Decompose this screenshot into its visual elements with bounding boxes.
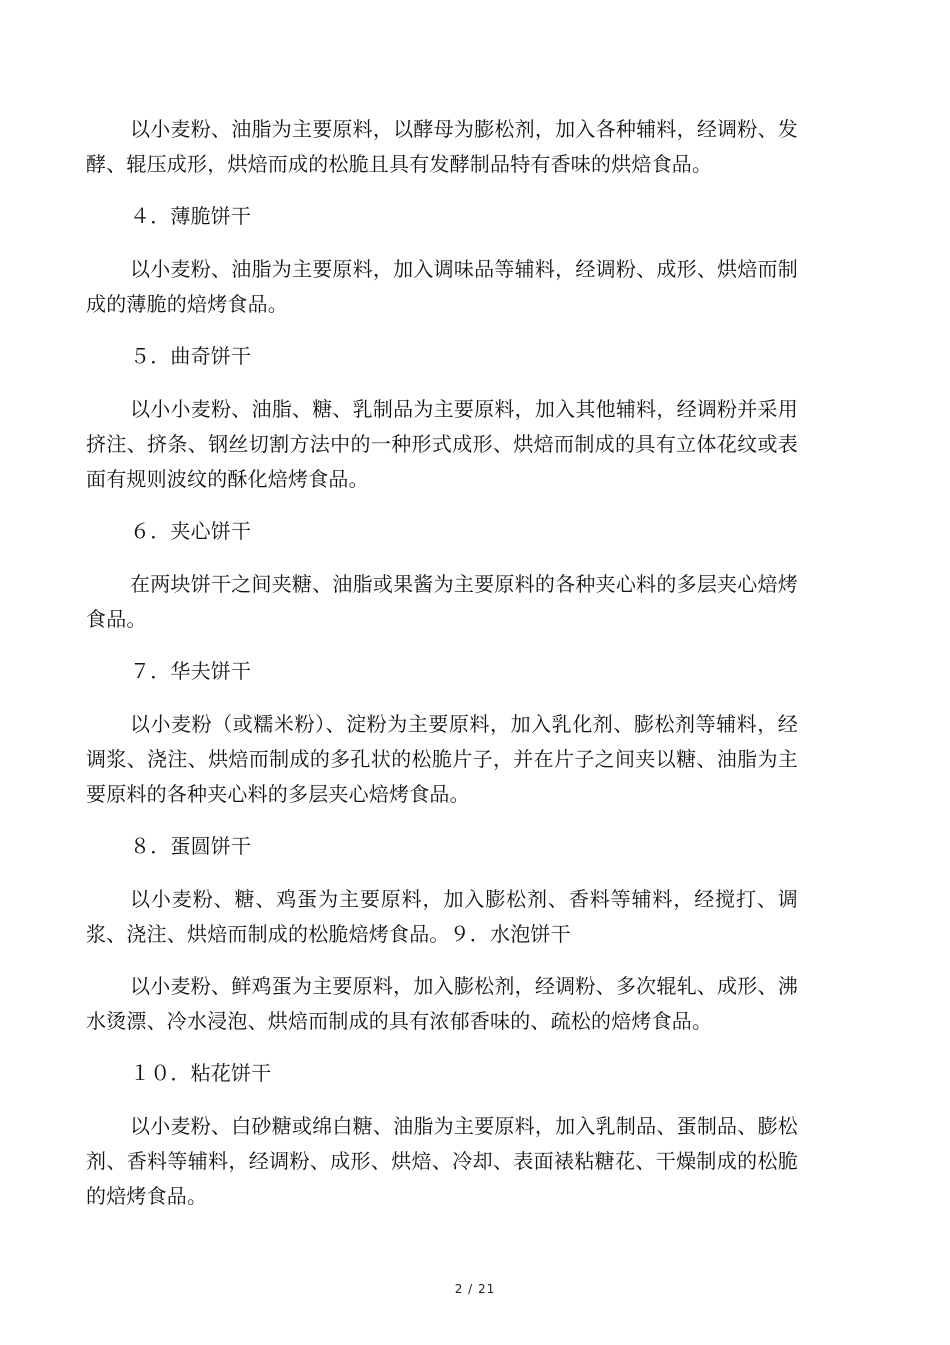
heading-egg-round-biscuit: ８．蛋圆饼干 xyxy=(130,834,252,858)
paragraph-fermented-biscuit: 以小麦粉、油脂为主要原料，以酵母为膨松剂，加入各种辅料，经调粉、发酵、辊压成形，烘焙而成的松脆且具有发酵制品特有香味的烘焙食品。 xyxy=(86,117,798,176)
paragraph-egg-round-biscuit: 以小麦粉、糖、鸡蛋为主要原料，加入膨松剂、香料等辅料，经搅打、调浆、浇注、烘焙而制成的松脆焙烤食品。９．水泡饼干 xyxy=(86,887,798,946)
heading-thin-crisp-biscuit: ４．薄脆饼干 xyxy=(130,204,252,228)
paragraph-thin-crisp-biscuit: 以小麦粉、油脂为主要原料，加入调味品等辅料，经调粉、成形、烘焙而制成的薄脆的焙烤食品。 xyxy=(86,257,798,316)
heading-icing-biscuit: １０．粘花饼干 xyxy=(130,1061,272,1085)
paragraph-icing-biscuit: 以小麦粉、白砂糖或绵白糖、油脂为主要原料，加入乳制品、蛋制品、膨松剂、香料等辅料，经调粉、成形、烘焙、冷却、表面裱粘糖花、干燥制成的松脆的焙烤食品。 xyxy=(86,1114,798,1208)
document-body xyxy=(86,112,798,1214)
heading-sandwich-biscuit: ６．夹心饼干 xyxy=(130,519,252,543)
paragraph-water-soaked-biscuit: 以小麦粉、鲜鸡蛋为主要原料，加入膨松剂，经调粉、多次辊轧、成形、沸水烫漂、冷水浸泡、烘焙而制成的具有浓郁香味的、疏松的焙烤食品。 xyxy=(86,974,798,1033)
paragraph-cookie: 以小小麦粉、油脂、糖、乳制品为主要原料，加入其他辅料，经调粉并采用挤注、挤条、钢丝切割方法中的一种形式成形、烘焙而制成的具有立体花纹或表面有规则波纹的酥化焙烤食品。 xyxy=(86,397,798,491)
heading-wafer: ７．华夫饼干 xyxy=(130,659,252,683)
page-number: 2 / 21 xyxy=(454,1282,496,1296)
paragraph-wafer: 以小麦粉（或糯米粉）、淀粉为主要原料，加入乳化剂、膨松剂等辅料，经调浆、浇注、烘焙而制成的多孔状的松脆片子，并在片子之间夹以糖、油脂为主要原料的各种夹心料的多层夹心焙烤食品。 xyxy=(86,712,798,806)
paragraph-sandwich-biscuit: 在两块饼干之间夹糖、油脂或果酱为主要原料的各种夹心料的多层夹心焙烤食品。 xyxy=(86,572,798,631)
heading-cookie: ５．曲奇饼干 xyxy=(130,344,252,368)
